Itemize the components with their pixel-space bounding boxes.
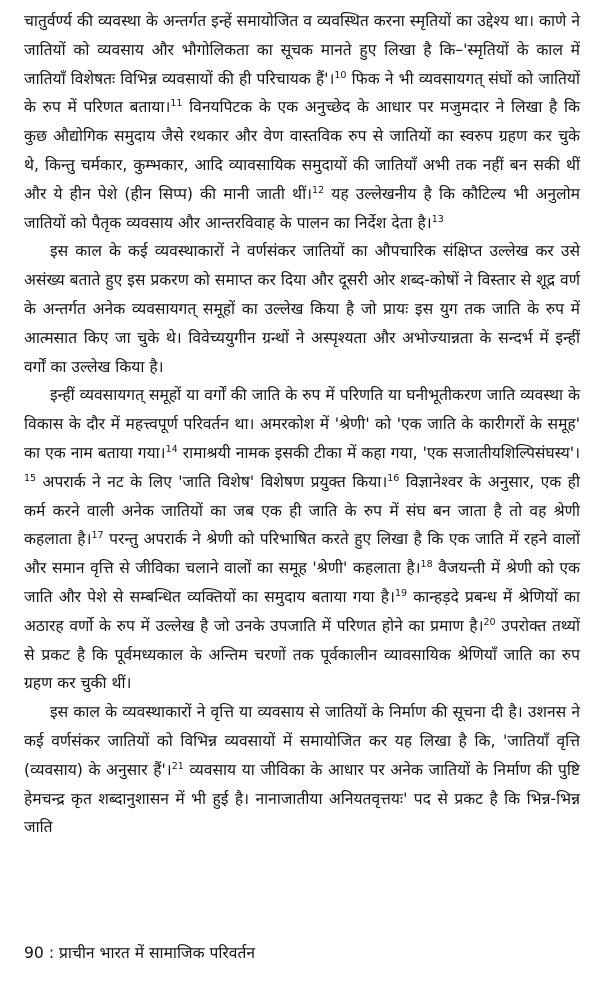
paragraph-text: इस काल के व्यवस्थाकारों ने वृत्ति या व्यवसाय से जातियों के निर्माण की सूचना दी है। उशनस ने कई वर्णसंकर जातियों को विभिन्न व्यवसायों में समायोजित कर यह लिखा है कि, 'जातियाँ वृत्ति (व्यवसाय) के अनुसार हैं'।	[24, 703, 580, 779]
paragraph-text: परन्तु अपरार्क ने श्रेणी को परिभाषित करते हुए लिखा है कि एक जाति में रहने वालों और समान वृत्ति से जीविका चलाने वालों का समूह 'श्रेणी' कहलाता है।	[24, 530, 580, 578]
footnote-marker: 17	[91, 530, 104, 542]
paragraph-text: वैजयन्ती में श्रेणी को एक जाति और पेशे से सम्बन्धित व्यक्तियों का समुदाय बताया गया है।	[24, 559, 581, 606]
footnote-marker: 19	[394, 587, 408, 599]
footnote-marker: 15	[24, 472, 37, 484]
footnote-marker: 10	[334, 69, 347, 81]
paragraph-text: चातुर्वर्ण्य की व्यवस्था के अन्तर्गत इन्हें समायोजित व व्यवस्थित करना स्मृतियों का उद्देश्य था। काणे ने जातियों को व्यवसाय और भौगोलिकता का सूचक मानते हुए लिखा है कि–'स्मृतियों के काल में जातियाँ विशेषतः विभिन्न व्यवसायों की ही परिचायक हैं'।	[24, 12, 580, 88]
paragraph-text: विनयपिटक के एक अनुच्छेद के आधार पर मजुमदार ने लिखा है कि कुछ औद्योगिक समुदाय जैसे रथकार और वेण वास्तविक रुप से जातियों का स्वरुप ग्रहण कर चुके थे, किन्तु चर्मकार, कुम्भकार, आदि व्यावसायिक समुदायों की जातियाँ अभी तक नहीं बन सकी थीं और ये हीन पेशे (हीन सिप्प) की मानी जाती थीं।	[24, 98, 580, 203]
footnote-marker: 20	[483, 616, 496, 628]
footnote-marker: 16	[387, 472, 400, 484]
body-text	[24, 7, 580, 842]
paragraph	[24, 698, 580, 842]
paragraph	[24, 237, 580, 381]
paragraph	[24, 381, 580, 698]
paragraph-text: रामाश्रयी नामक इसकी टीका में कहा गया, 'एक सजातीयशिल्पिसंघस्य'।	[177, 443, 580, 462]
footnote-marker: 11	[170, 98, 183, 110]
footnote-marker: 21	[171, 760, 184, 772]
page-number: 90	[24, 944, 44, 962]
footnote-marker: 12	[312, 184, 325, 196]
footer-separator: :	[48, 944, 55, 962]
footnote-marker: 14	[165, 443, 178, 455]
paragraph-text: इन्हीं व्यवसायगत् समूहों या वर्गों की जाति के रुप में परिणति या घनीभूतीकरण जाति व्यवस्था के विकास के दौर में महत्त्वपूर्ण परिवर्तन था। अमरकोश में 'श्रेणी' को 'एक जाति के कारीगरों के समूह' का एक नाम बताया गया।	[24, 386, 580, 462]
paragraph-text: अपरार्क ने नट के लिए 'जाति विशेष' विशेषण प्रयुक्त किया।	[36, 472, 388, 491]
paragraph-text: यह उल्लेखनीय है कि कौटिल्य भी अनुलोम जातियों को पैतृक व्यवसाय और आन्तरविवाह के पालन का निर्देश देता है।	[24, 184, 580, 232]
paragraph-text: व्यवसाय या जीविका के आधार पर अनेक जातियों के निर्माण की पुष्टि हेमचन्द्र कृत शब्दानुशासन में भी हुई है। नानाजातीया अनियतवृत्तयः' पद से प्रकट है कि भिन्न-भिन्न जाति	[24, 760, 580, 837]
paragraph-text: कान्हड़दे प्रबन्ध में श्रेणियों का अठारह वर्णो के रुप में उल्लेख है जो उनके उपजाति में परिणत होने का प्रमाण है।	[24, 587, 580, 635]
paragraph	[24, 7, 580, 237]
footnote-marker: 18	[420, 559, 433, 571]
book-title: प्राचीन भारत में सामाजिक परिवर्तन	[59, 944, 255, 962]
page-footer	[24, 942, 255, 964]
paragraph-text: विज्ञानेश्वर के अनुसार, एक ही कर्म करने वाली अनेक जातियों का जब एक ही जाति के रुप में संघ बन जाता है तो वह श्रेणी कहलाता है।	[24, 472, 580, 549]
paragraph-text: उपरोक्त तथ्यों से प्रकट है कि पूर्वमध्यकाल के अन्तिम चरणों तक पूर्वकालीन व्यावसायिक श्रेणियाँ जाति का रुप ग्रहण कर चुकी थीं।	[24, 616, 580, 693]
paragraph-text: फिक ने भी व्यवसायगत् संघों को जातियों के रुप में परिणत बताया।	[24, 69, 580, 117]
footnote-marker: 13	[431, 213, 444, 225]
paragraph-text: इस काल के कई व्यवस्थाकारों ने वर्णसंकर जातियों का औपचारिक संक्षिप्त उल्लेख कर उसे असंख्य बताते हुए इस प्रकरण को समाप्त कर दिया और दूसरी ओर शब्द-कोषों ने विस्तार से शूद्र वर्ण के अन्तर्गत अनेक व्यवसायगत् समूहों का उल्लेख किया है जो प्रायः इस युग तक जाति के रुप में आत्मसात किए जा चुके थे। विवेच्ययुगीन ग्रन्थों ने अस्पृश्यता और अभोज्यान्नता के सन्दर्भ में इन्हीं वर्गों का उल्लेख किया है।	[24, 242, 580, 376]
